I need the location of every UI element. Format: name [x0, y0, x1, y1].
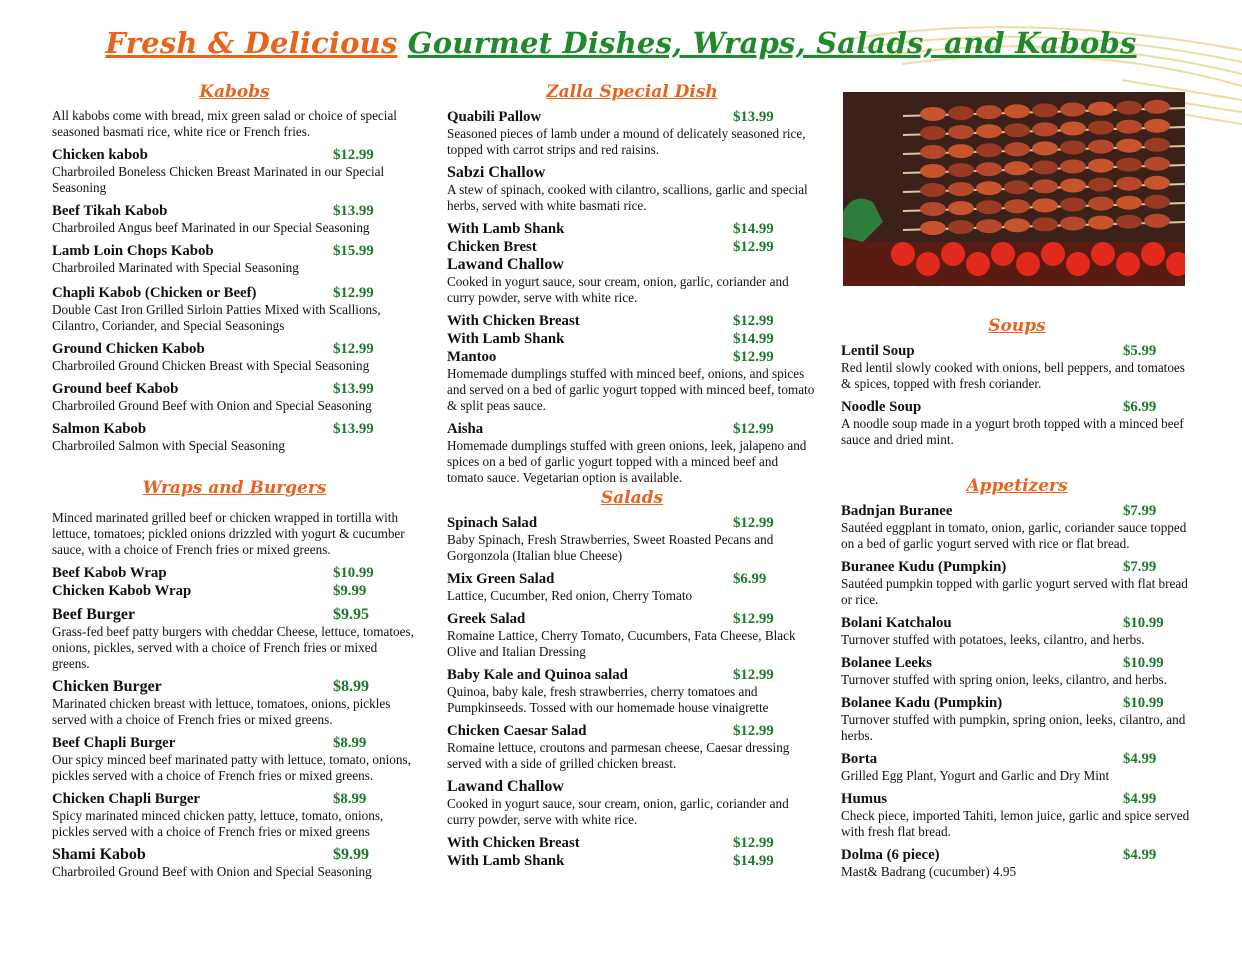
item-name: Chicken Chapli Burger	[52, 791, 200, 807]
item-description: Sautéed pumpkin topped with garlic yogurt served with flat bread or rice.	[841, 576, 1188, 607]
item-price: $14.99	[733, 853, 774, 869]
menu-item-chicken-burger	[52, 678, 417, 728]
item-price: $9.99	[333, 846, 369, 863]
item-price: $12.99	[733, 611, 774, 627]
menu-item-lamb-loin-chops-kabob	[52, 242, 417, 276]
item-name: Ground Chicken Kabob	[52, 341, 205, 357]
item-name: Humus	[841, 791, 888, 807]
kabob-meat	[976, 124, 1002, 138]
section-title-kabobs: Kabobs	[199, 82, 270, 102]
item-description: Turnover stuffed with potatoes, leeks, cilantro, and herbs.	[841, 632, 1145, 647]
item-price: $12.99	[333, 285, 374, 301]
menu-item-chicken-kabob	[52, 146, 417, 196]
kabob-meat	[976, 200, 1002, 214]
kabob-meat	[1116, 177, 1142, 191]
kabob-meat	[948, 144, 974, 158]
item-price: $6.99	[733, 571, 767, 587]
item-description: Quinoa, baby kale, fresh strawberries, cherry tomatoes and Pumpkinseeds. Tossed with our homemade house vinaigrette	[447, 684, 769, 715]
item-name: Mix Green Salad	[447, 571, 555, 587]
kabob-meat	[1088, 121, 1114, 135]
item-name: With Chicken Breast	[447, 313, 580, 329]
item-name: Borta	[841, 751, 878, 767]
kabob-meat	[1004, 218, 1030, 232]
item-name: Chicken Caesar Salad	[447, 723, 587, 739]
menu-item-chicken-kabob-wrap	[52, 582, 417, 600]
kabob-meat	[1144, 138, 1170, 152]
item-name: With Chicken Breast	[447, 835, 580, 851]
item-name: Badnjan Buranee	[841, 503, 953, 519]
kabob-meat	[920, 145, 946, 159]
tomato	[1041, 242, 1065, 266]
item-price: $12.99	[333, 341, 374, 357]
item-price: $13.99	[333, 381, 374, 397]
title-part1: Fresh & Delicious	[105, 26, 398, 60]
item-name: Bolanee Kadu (Pumpkin)	[841, 695, 1003, 711]
item-price: $12.99	[733, 835, 774, 851]
item-price: $8.99	[333, 735, 367, 751]
item-description: Our spicy minced beef marinated patty with lettuce, tomato, onions, pickles served with a choice of French fries or mixed greens.	[52, 752, 411, 783]
menu-item-mix-green-salad	[447, 570, 817, 604]
item-price: $7.99	[1123, 559, 1157, 575]
menu-item-noodle-soup	[841, 398, 1193, 448]
item-price: $12.99	[733, 723, 774, 739]
kabobs-list	[52, 146, 417, 454]
menu-item-ground-beef-kabob	[52, 380, 417, 414]
kabob-meat	[1060, 198, 1086, 212]
item-name: Dolma (6 piece)	[841, 847, 940, 863]
item-description: Turnover stuffed with pumpkin, spring onion, leeks, cilantro, and herbs.	[841, 712, 1186, 743]
menu-item-lawand-challow	[447, 256, 817, 306]
item-description: Romaine lettuce, croutons and parmesan cheese, Caesar dressing served with a side of grilled chicken breast.	[447, 740, 790, 771]
item-price: $4.99	[1123, 847, 1157, 863]
appetizers-list	[841, 502, 1193, 880]
item-name: Beef Tikah Kabob	[52, 203, 168, 219]
menu-item-chicken-brest	[447, 238, 817, 256]
kabob-meat	[1144, 100, 1170, 114]
kabob-meat	[1032, 198, 1058, 212]
item-name: With Lamb Shank	[447, 331, 565, 347]
item-description: Homemade dumplings stuffed with minced beef, onions, and spices and served on a bed of garlic yogurt topped with minced beef, tomato & split peas sauce.	[447, 366, 815, 413]
item-description: Homemade dumplings stuffed with green onions, leek, jalapeno and spices on a bed of garlic yogurt topped with a minced beef and tomato sauce. Vegetarian option is available.	[447, 438, 807, 485]
item-price	[733, 778, 817, 796]
item-price: $8.99	[333, 678, 369, 695]
item-price: $9.95	[333, 606, 369, 623]
item-description: Charbroiled Boneless Chicken Breast Marinated in our Special Seasoning	[52, 164, 385, 195]
item-name: With Lamb Shank	[447, 853, 565, 869]
menu-item-chicken-caesar-salad	[447, 722, 817, 772]
kabob-meat	[1144, 176, 1170, 190]
menu-item-beef-burger	[52, 606, 417, 672]
menu-item-chicken-chapli-burger	[52, 790, 417, 840]
item-price	[733, 164, 817, 182]
kabob-meat	[1060, 160, 1086, 174]
kabob-meat	[1116, 158, 1142, 172]
item-description: Romaine Lattice, Cherry Tomato, Cucumbers, Fata Cheese, Black Olive and Italian Dressing	[447, 628, 796, 659]
item-description: Cooked in yogurt sauce, sour cream, onion, garlic, coriander and curry powder, serve with white rice.	[447, 274, 789, 305]
kabob-meat	[1144, 119, 1170, 133]
item-price	[733, 256, 817, 274]
kabob-meat	[1060, 141, 1086, 155]
item-name: Mantoo	[447, 349, 497, 365]
item-description: Double Cast Iron Grilled Sirloin Patties Mixed with Scallions, Cilantro, Coriander, and Special Seasonings	[52, 302, 381, 333]
item-name: Bolani Katchalou	[841, 615, 952, 631]
item-description: Charbroiled Ground Chicken Breast with Special Seasoning	[52, 358, 370, 373]
menu-item-with-chicken-breast	[447, 312, 817, 330]
item-price: $13.99	[333, 203, 374, 219]
column-right	[841, 82, 1193, 886]
menu-item-dolma-6-piece	[841, 846, 1193, 880]
kabob-meat	[1060, 122, 1086, 136]
kabob-meat	[1116, 196, 1142, 210]
item-name: Salmon Kabob	[52, 421, 147, 437]
item-price: $12.99	[733, 239, 774, 255]
tomato	[916, 252, 940, 276]
menu-item-with-chicken-breast	[447, 834, 817, 852]
item-description: Charbroiled Ground Beef with Onion and Special Seasoning	[52, 398, 372, 413]
salads-list	[447, 514, 817, 870]
kabob-meat	[948, 182, 974, 196]
item-name: Lamb Loin Chops Kabob	[52, 243, 214, 259]
tomato	[941, 242, 965, 266]
item-description: Grass-fed beef patty burgers with cheddar Cheese, lettuce, tomatoes, onions, pickles, served with a choice of French fries or mixed greens.	[52, 624, 414, 671]
kabob-meat	[1004, 180, 1030, 194]
item-price: $10.99	[1123, 655, 1164, 671]
item-description: Mast& Badrang (cucumber) 4.95	[841, 864, 1017, 879]
menu-item-with-lamb-shank	[447, 852, 817, 870]
kabob-meat	[1060, 179, 1086, 193]
kabob-meat	[1060, 217, 1086, 231]
column-left	[52, 82, 417, 886]
tomato	[1016, 252, 1040, 276]
kabob-meat	[1116, 101, 1142, 115]
kabob-meat	[1088, 102, 1114, 116]
kabob-meat	[948, 125, 974, 139]
item-price: $12.99	[733, 515, 774, 531]
item-name: Beef Burger	[52, 606, 136, 623]
item-description: A stew of spinach, cooked with cilantro, scallions, garlic and special herbs, served with white basmati rice.	[447, 182, 808, 213]
menu-item-shami-kabob	[52, 846, 417, 880]
kabob-meat	[976, 105, 1002, 119]
menu-item-beef-chapli-burger	[52, 734, 417, 784]
item-price: $12.99	[733, 349, 774, 365]
kabob-meat	[920, 107, 946, 121]
menu-item-beef-tikah-kabob	[52, 202, 417, 236]
item-name: Lentil Soup	[841, 343, 915, 359]
tomato	[1141, 242, 1165, 266]
item-name: Aisha	[447, 421, 484, 437]
item-price: $4.99	[1123, 791, 1157, 807]
kabob-meat	[948, 220, 974, 234]
item-price: $15.99	[333, 243, 374, 259]
menu-item-sabzi-challow	[447, 164, 817, 214]
kabob-meat	[948, 106, 974, 120]
section-title-salads: Salads	[600, 488, 664, 508]
item-name: Spinach Salad	[447, 515, 538, 531]
item-name: Chapli Kabob (Chicken or Beef)	[52, 285, 257, 301]
kabob-meat	[948, 163, 974, 177]
kabob-meat	[1088, 178, 1114, 192]
tomato	[1116, 252, 1140, 276]
item-price: $4.99	[1123, 751, 1157, 767]
tomato	[1066, 252, 1090, 276]
tomato	[891, 242, 915, 266]
item-description: Baby Spinach, Fresh Strawberries, Sweet Roasted Pecans and Gorgonzola (Italian blue Cheese)	[447, 532, 774, 563]
item-description: A noodle soup made in a yogurt broth topped with a minced beef sauce and dried mint.	[841, 416, 1184, 447]
kabob-meat	[1088, 197, 1114, 211]
menu-item-humus	[841, 790, 1193, 840]
kabob-meat	[1116, 120, 1142, 134]
kabob-meat	[1032, 160, 1058, 174]
kabob-meat	[976, 181, 1002, 195]
kabob-meat	[920, 221, 946, 235]
kabob-meat	[1032, 103, 1058, 117]
item-price: $8.99	[333, 791, 367, 807]
item-description: Check piece, imported Tahiti, lemon juice, garlic and spice served with fresh flat bread.	[841, 808, 1190, 839]
item-price: $14.99	[733, 221, 774, 237]
item-description: Cooked in yogurt sauce, sour cream, onion, garlic, coriander and curry powder, serve with white rice.	[447, 796, 789, 827]
item-price: $10.99	[333, 565, 374, 581]
kabob-meat	[920, 126, 946, 140]
menu-item-bolanee-leeks	[841, 654, 1193, 688]
title-part2: Gourmet Dishes, Wraps, Salads, and Kabobs	[407, 26, 1137, 60]
menu-item-quabili-pallow	[447, 108, 817, 158]
kabob-grill-image	[843, 92, 1185, 286]
section-title-wraps: Wraps and Burgers	[142, 478, 327, 498]
item-description: Lattice, Cucumber, Red onion, Cherry Tomato	[447, 588, 693, 603]
kabob-meat	[948, 201, 974, 215]
item-name: Baby Kale and Quinoa salad	[447, 667, 628, 683]
special-list	[447, 108, 817, 486]
kabob-meat	[1144, 157, 1170, 171]
section-title-soups: Soups	[988, 316, 1046, 336]
kabob-meat	[1004, 104, 1030, 118]
item-name: Chicken kabob	[52, 147, 148, 163]
item-description: Charbroiled Salmon with Special Seasoning	[52, 438, 285, 453]
kabob-meat	[920, 164, 946, 178]
item-name: Bolanee Leeks	[841, 655, 932, 671]
item-description: Sautéed eggplant in tomato, onion, garlic, coriander sauce topped on a bed of garlic yogurt served with rice or flat bread.	[841, 520, 1187, 551]
kabob-meat	[1116, 215, 1142, 229]
item-name: Beef Chapli Burger	[52, 735, 176, 751]
item-name: Sabzi Challow	[447, 164, 546, 181]
item-description: Turnover stuffed with spring onion, leeks, cilantro, and herbs.	[841, 672, 1167, 687]
item-name: Chicken Kabob Wrap	[52, 583, 192, 599]
column-middle	[447, 82, 817, 870]
kabob-meat	[976, 143, 1002, 157]
item-description: Seasoned pieces of lamb under a mound of delicately seasoned rice, topped with carrot strips and red raisins.	[447, 126, 806, 157]
menu-item-ground-chicken-kabob	[52, 340, 417, 374]
item-description: Charbroiled Marinated with Special Seasoning	[52, 260, 299, 275]
item-price: $5.99	[1123, 343, 1157, 359]
item-price: $12.99	[733, 421, 774, 437]
item-name: Noodle Soup	[841, 399, 922, 415]
kabob-meat	[1088, 140, 1114, 154]
item-price: $13.99	[733, 109, 774, 125]
section-title-special: Zalla Special Dish	[546, 82, 718, 102]
menu-item-spinach-salad	[447, 514, 817, 564]
kabob-meat	[1032, 179, 1058, 193]
item-name: With Lamb Shank	[447, 221, 565, 237]
section-title-appetizers: Appetizers	[966, 476, 1068, 496]
kabob-grill-photo	[843, 92, 1185, 286]
kabob-meat	[920, 202, 946, 216]
kabob-meat	[1004, 161, 1030, 175]
menu-item-lentil-soup	[841, 342, 1193, 392]
tomato	[966, 252, 990, 276]
menu-item-salmon-kabob	[52, 420, 417, 454]
item-name: Greek Salad	[447, 611, 526, 627]
kabob-meat	[1032, 122, 1058, 136]
kabob-meat	[1088, 216, 1114, 230]
item-description: Red lentil slowly cooked with onions, bell peppers, and tomatoes & spices, topped with fresh coriander.	[841, 360, 1185, 391]
kabob-meat	[1116, 139, 1142, 153]
kabob-meat	[920, 183, 946, 197]
item-name: Chicken Brest	[447, 239, 537, 255]
item-price: $10.99	[1123, 615, 1164, 631]
item-name: Lawand Challow	[447, 778, 564, 795]
item-description: Marinated chicken breast with lettuce, tomatoes, onions, pickles served with a choice of French fries or mixed greens.	[52, 696, 391, 727]
item-price: $12.99	[733, 667, 774, 683]
kabob-meat	[976, 162, 1002, 176]
item-price: $6.99	[1123, 399, 1157, 415]
item-description: Charbroiled Angus beef Marinated in our Special Seasoning	[52, 220, 370, 235]
item-name: Shami Kabob	[52, 846, 146, 863]
item-name: Chicken Burger	[52, 678, 162, 695]
menu-item-bolani-katchalou	[841, 614, 1193, 648]
item-price: $14.99	[733, 331, 774, 347]
kabob-meat	[1004, 142, 1030, 156]
tomato	[1091, 242, 1115, 266]
kabob-meat	[1088, 159, 1114, 173]
menu-item-buranee-kudu-pumpkin	[841, 558, 1193, 608]
item-name: Buranee Kudu (Pumpkin)	[841, 559, 1007, 575]
menu-item-with-lamb-shank	[447, 220, 817, 238]
menu-item-badnjan-buranee	[841, 502, 1193, 552]
kabob-meat	[1032, 141, 1058, 155]
menu-item-with-lamb-shank	[447, 330, 817, 348]
item-name: Beef Kabob Wrap	[52, 565, 167, 581]
kabob-meat	[1004, 123, 1030, 137]
kabob-meat	[1004, 199, 1030, 213]
item-price: $7.99	[1123, 503, 1157, 519]
tomato	[991, 242, 1015, 266]
menu-item-borta	[841, 750, 1193, 784]
item-description: Spicy marinated minced chicken patty, lettuce, tomato, onions, pickles served with a choice of French fries or mixed greens	[52, 808, 384, 839]
kabobs-intro: All kabobs come with bread, mix green salad or choice of special seasoned basmati rice, white rice or French fries.	[52, 108, 397, 139]
kabob-meat	[1144, 195, 1170, 209]
menu-item-lawand-challow	[447, 778, 817, 828]
menu-title	[0, 26, 1242, 60]
soups-list	[841, 342, 1193, 448]
item-price: $9.99	[333, 583, 367, 599]
item-name: Quabili Pallow	[447, 109, 542, 125]
item-price: $12.99	[733, 313, 774, 329]
wraps-list	[52, 564, 417, 880]
menu-item-mantoo	[447, 348, 817, 414]
wraps-intro: Minced marinated grilled beef or chicken wrapped in tortilla with lettuce, tomatoes; pickled onions drizzled with yogurt & cucumber sauce, with a choice of French fries or mixed greens.	[52, 510, 405, 557]
item-name: Ground beef Kabob	[52, 381, 179, 397]
item-description: Charbroiled Ground Beef with Onion and Special Seasoning	[52, 864, 372, 879]
item-price: $13.99	[333, 421, 374, 437]
item-price: $12.99	[333, 147, 374, 163]
menu-item-aisha	[447, 420, 817, 486]
kabob-meat	[1060, 103, 1086, 117]
kabob-meat	[976, 219, 1002, 233]
menu-item-bolanee-kadu-pumpkin	[841, 694, 1193, 744]
menu-item-baby-kale-and-quinoa-salad	[447, 666, 817, 716]
item-name: Lawand Challow	[447, 256, 564, 273]
kabob-meat	[1144, 214, 1170, 228]
menu-item-chapli-kabob-chicken-or-beef	[52, 284, 417, 334]
item-price: $10.99	[1123, 695, 1164, 711]
kabob-meat	[1032, 217, 1058, 231]
menu-item-greek-salad	[447, 610, 817, 660]
menu-item-beef-kabob-wrap	[52, 564, 417, 582]
item-description: Grilled Egg Plant, Yogurt and Garlic and Dry Mint	[841, 768, 1110, 783]
